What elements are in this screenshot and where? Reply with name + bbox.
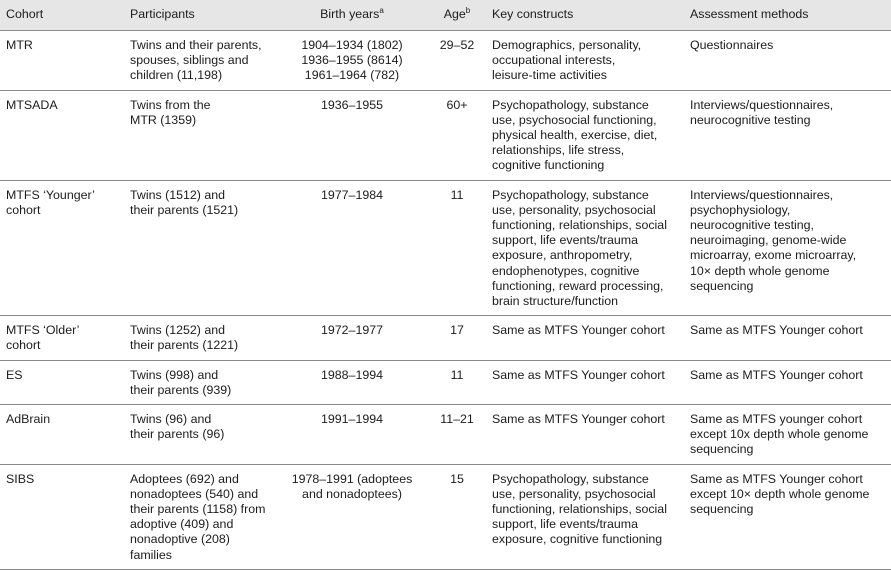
cell-line: Psychopathology, substance xyxy=(492,187,649,202)
cell-line: 1936–1955 (8614) xyxy=(301,53,403,68)
cell-assessment-methods xyxy=(690,180,891,316)
cell-participants xyxy=(130,360,282,404)
cell-line: MTSADA xyxy=(6,97,58,112)
cell-age xyxy=(422,31,492,91)
cell-cohort xyxy=(0,180,130,316)
cell-line: use, psychosocial functioning, xyxy=(492,112,657,127)
cell-line: psychophysiology, xyxy=(690,202,791,217)
cell-line: families xyxy=(130,547,172,562)
cell-line: Same as MTFS Younger cohort xyxy=(690,471,863,486)
header-participants: Participants xyxy=(130,7,195,22)
cell-line: MTR xyxy=(6,38,33,52)
cell-age xyxy=(422,464,492,569)
cell-line: relationships, life stress, xyxy=(492,143,625,158)
cell-value: 15 xyxy=(450,471,464,486)
header-age: Age$^b$ xyxy=(443,6,471,22)
cell-line: physical health, exercise, diet, xyxy=(492,128,658,143)
cell-line: except 10x depth whole genome xyxy=(690,427,869,442)
cell-line: cohort xyxy=(6,202,41,217)
cell-assessment-methods xyxy=(690,360,891,404)
cell-line: adoptive (409) and xyxy=(130,517,234,532)
cell-line: except 10× depth whole genome xyxy=(690,486,870,501)
cell-line: Same as MTFS younger cohort xyxy=(690,412,863,427)
cell-line: Twins from the xyxy=(130,97,211,112)
cell-age xyxy=(422,180,492,316)
cell-assessment-methods xyxy=(690,464,891,569)
cell-line: their parents (1521) xyxy=(130,202,239,217)
cell-key-constructs xyxy=(492,180,690,316)
cell-line: functioning, relationships, social xyxy=(492,502,667,517)
cell-birth-years xyxy=(282,31,422,91)
cell-line: their parents (939) xyxy=(130,382,232,397)
cell-value: 29–52 xyxy=(439,38,475,52)
cell-line: 1988–1994 xyxy=(320,367,384,382)
cell-line: support, life events/trauma xyxy=(492,233,639,248)
cell-key-constructs xyxy=(492,31,690,91)
cell-assessment-methods xyxy=(690,316,891,360)
cell-line: neurocognitive testing xyxy=(690,112,811,127)
cell-value: 60+ xyxy=(446,97,468,112)
cell-line: use, personality, psychosocial xyxy=(492,202,656,217)
cell-cohort xyxy=(0,31,130,91)
cell-line: cohort xyxy=(6,338,41,353)
cell-line: nonadoptees (540) and xyxy=(130,486,259,501)
table-row xyxy=(0,31,891,91)
cell-key-constructs xyxy=(492,90,690,180)
table-row xyxy=(0,90,891,180)
cell-line: exposure, cognitive functioning xyxy=(492,532,663,547)
cell-line: Same as MTFS Younger cohort xyxy=(492,412,665,427)
cell-age xyxy=(422,90,492,180)
cell-line: Twins (1512) and xyxy=(130,187,226,202)
cell-line: support, life events/trauma xyxy=(492,517,639,532)
cell-line: Interviews/questionnaires, xyxy=(690,187,834,202)
cell-line: functioning, reward processing, xyxy=(492,278,664,293)
cell-value: 11 xyxy=(450,367,464,382)
cell-line: Adoptees (692) and xyxy=(130,471,239,486)
cell-line: neurocognitive testing, xyxy=(690,218,814,233)
cell-key-constructs xyxy=(492,464,690,569)
cell-line: SIBS xyxy=(6,471,35,486)
table-row xyxy=(0,405,891,465)
cell-line: 1991–1994 xyxy=(320,412,384,427)
table-row xyxy=(0,180,891,316)
table-row xyxy=(0,464,891,569)
cell-line: spouses, siblings and xyxy=(130,53,249,68)
cell-line: Questionnaires xyxy=(690,38,774,52)
cell-line: MTR (1359) xyxy=(130,112,197,127)
cell-line: 1904–1934 (1802) xyxy=(301,38,403,52)
cell-cohort xyxy=(0,405,130,465)
header-key-constructs: Key constructs xyxy=(492,7,574,22)
cell-line: Twins (96) and xyxy=(130,412,212,427)
header-row xyxy=(0,0,891,31)
cell-participants xyxy=(130,31,282,91)
cell-line: 1961–1964 (782) xyxy=(304,68,400,83)
cell-line: Psychopathology, substance xyxy=(492,471,649,486)
cell-line: cognitive functioning xyxy=(492,158,605,173)
cell-line: children (11,198) xyxy=(130,68,223,83)
header-assessment-methods: Assessment methods xyxy=(690,7,809,22)
cell-birth-years xyxy=(282,180,422,316)
cell-assessment-methods xyxy=(690,90,891,180)
cell-value: 11–21 xyxy=(440,412,474,427)
cell-participants xyxy=(130,405,282,465)
cell-line: sequencing xyxy=(690,442,754,457)
cell-cohort xyxy=(0,360,130,404)
cell-line: functioning, relationships, social xyxy=(492,218,667,233)
cell-line: 1977–1984 xyxy=(320,187,384,202)
cell-line: AdBrain xyxy=(6,412,51,427)
cell-cohort xyxy=(0,316,130,360)
cell-cohort xyxy=(0,90,130,180)
cell-line: 1972–1977 xyxy=(320,323,384,338)
cell-value: 11 xyxy=(450,187,464,202)
cell-line: Interviews/questionnaires, xyxy=(690,97,834,112)
cell-line: MTFS ‘Older’ xyxy=(6,323,80,338)
cell-line: microarray, exome microarray, xyxy=(690,248,857,263)
table-body xyxy=(0,31,891,570)
cell-participants xyxy=(130,464,282,569)
cell-line: sequencing xyxy=(690,278,754,293)
cell-birth-years xyxy=(282,360,422,404)
cell-line: and nonadoptees) xyxy=(302,486,402,501)
cell-birth-years xyxy=(282,405,422,465)
cell-participants xyxy=(130,180,282,316)
cell-age xyxy=(422,405,492,465)
age-footnote-marker: b xyxy=(465,6,471,16)
cell-birth-years xyxy=(282,316,422,360)
cell-line: Same as MTFS Younger cohort xyxy=(690,367,863,382)
cell-birth-years xyxy=(282,464,422,569)
cell-line: leisure-time activities xyxy=(492,68,607,83)
table-row xyxy=(0,360,891,404)
cell-key-constructs xyxy=(492,316,690,360)
cell-line: their parents (1158) from xyxy=(130,502,266,517)
cell-key-constructs xyxy=(492,405,690,465)
cell-line: nonadoptive (208) xyxy=(130,532,230,547)
cell-line: sequencing xyxy=(690,502,754,517)
cell-line: ES xyxy=(6,367,23,382)
cell-line: 1936–1955 xyxy=(320,97,384,112)
cell-value: 17 xyxy=(450,323,464,338)
table-row xyxy=(0,316,891,360)
cell-line: use, personality, psychosocial xyxy=(492,486,656,501)
cell-line: neuroimaging, genome-wide xyxy=(690,233,847,248)
cell-line: endophenotypes, cognitive xyxy=(492,263,640,278)
cell-line: MTFS ‘Younger’ xyxy=(6,187,95,202)
cell-line: Twins and their parents, xyxy=(130,38,262,52)
cell-age xyxy=(422,360,492,404)
header-cohort: Cohort xyxy=(6,7,44,22)
cell-line: occupational interests, xyxy=(492,53,616,68)
cell-line: Psychopathology, substance xyxy=(492,97,649,112)
cell-key-constructs xyxy=(492,360,690,404)
cell-line: Same as MTFS Younger cohort xyxy=(492,323,665,338)
cell-age xyxy=(422,316,492,360)
cell-line: their parents (96) xyxy=(130,427,225,442)
cell-assessment-methods xyxy=(690,31,891,91)
cell-participants xyxy=(130,90,282,180)
cell-assessment-methods xyxy=(690,405,891,465)
cell-cohort xyxy=(0,464,130,569)
birth-years-footnote-marker: a xyxy=(379,6,384,16)
cell-participants xyxy=(130,316,282,360)
cell-line: 1978–1991 (adoptees xyxy=(291,471,413,486)
cell-line: 10× depth whole genome xyxy=(690,263,830,278)
header-birth-years: Birth years$^a$ xyxy=(320,6,384,22)
cell-line: brain structure/function xyxy=(492,294,619,309)
cell-line: Demographics, personality, xyxy=(492,38,642,52)
cell-line: Same as MTFS Younger cohort xyxy=(492,367,665,382)
cell-line: Twins (998) and xyxy=(130,367,219,382)
cell-line: their parents (1221) xyxy=(130,338,239,353)
cell-line: exposure, anthropometry, xyxy=(492,248,633,263)
cell-line: Twins (1252) and xyxy=(130,323,226,338)
cell-birth-years xyxy=(282,90,422,180)
cell-line: Same as MTFS Younger cohort xyxy=(690,323,863,338)
